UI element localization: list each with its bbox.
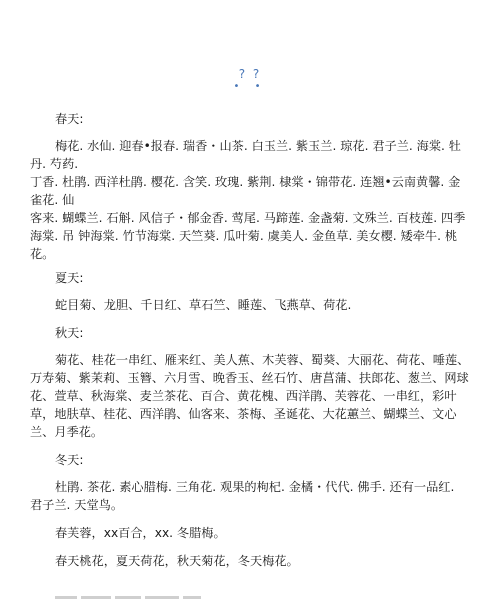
- winter-paragraph-1: 杜鹃. 茶花. 素心腊梅. 三角花. 观果的枸杞. 金橘・代代. 佛手. 还有一品红. 君子兰. 天堂鸟。: [30, 480, 455, 512]
- spring-heading: 春天:: [55, 112, 84, 126]
- autumn-heading: 秋天:: [55, 326, 84, 340]
- winter-paragraph-3: 春天桃花，夏天荷花，秋天菊花，冬天梅花。: [55, 554, 299, 568]
- winter-paragraph-2: 春芙蓉，xx百合，xx. 冬腊梅。: [55, 526, 226, 540]
- winter-heading: 冬天:: [55, 453, 84, 467]
- spring-paragraph-1: 梅花. 水仙. 迎春•报春. 瑞香・山茶. 白玉兰. 紫玉兰. 琼花. 君子兰. 海棠. 牡丹. 芍药.: [30, 139, 461, 171]
- spring-paragraph-3: 客来. 蝴蝶兰. 石斛. 风信子・郁金香. 莺尾. 马蹄莲. 金盏菊. 文殊兰. 百枝莲. 四季海棠. 吊 钟海棠. 竹节海棠. 天竺葵. 瓜叶菊. 虞美人. 金鱼草. 美女樱. 矮牵牛. 桃花。: [30, 211, 466, 261]
- autumn-paragraph: 菊花、桂花一串红、雁来红、美人蕉、木芙蓉、蜀葵、大丽花、荷花、唾莲、万寿菊、紫茉莉、玉簪、六月雪、晚香玉、丝石竹、唐菖蒲、扶郎花、葱兰、网球花、萱草、秋海棠、麦兰茶花、百合、黄花槐、西洋鹃、芙蓉花、一串红，彩叶草，地肤草、桂花、西洋鹃、仙客来、茶梅、圣诞花、大花蕙兰、蝴蝶兰、文心兰、月季花。: [30, 353, 470, 439]
- document-title: ? ?: [238, 67, 262, 81]
- spring-paragraph-2: 丁香. 杜鹃. 西洋杜鹃. 樱花. 含笑. 玫瑰. 紫荆. 棣棠・锦带花. 连翘•云南黄馨. 金雀花. 仙: [30, 175, 461, 207]
- document-body: [30, 104, 470, 570]
- summer-paragraph: 蛇目菊、龙胆、千日红、草石竺、睡莲、飞燕草、荷花.: [55, 298, 352, 312]
- cut-off-text-line: [55, 596, 205, 602]
- summer-heading: 夏天:: [55, 271, 84, 285]
- title-dots: • •: [233, 81, 267, 92]
